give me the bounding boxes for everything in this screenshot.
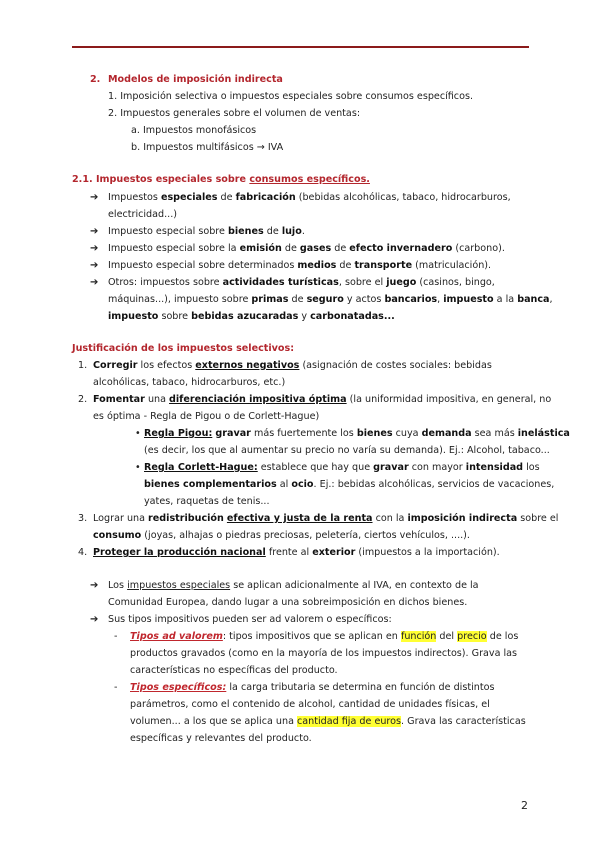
arrow-icon: ➔ (90, 192, 99, 203)
list-item: Fomentar una diferenciación impositiva óptima (la uniformidad impositiva, en general, no (93, 394, 552, 405)
arrow-icon: ➔ (90, 260, 99, 271)
bullet-text: máquinas...), impuesto sobre primas de seguro y actos bancarios, impuesto a la banca, (108, 294, 553, 305)
arrow-icon: ➔ (90, 277, 99, 288)
bullet-text: electricidad...) (108, 209, 178, 220)
sub-item: características no específicas del producto. (130, 665, 338, 676)
sub-item: específicas y relevantes del producto. (130, 733, 312, 744)
dash-bullet: - (114, 631, 118, 642)
bullet-text: Impuestos especiales de fabricación (bebidas alcohólicas, tabaco, hidrocarburos, (108, 192, 511, 203)
arrow-icon: ➔ (90, 226, 99, 237)
sub-item: Tipos específicos: la carga tributaria se determina en función de distintos (130, 682, 495, 693)
bullet-text: Los impuestos especiales se aplican adicionalmente al IVA, en contexto de la (108, 580, 479, 591)
justification-title: Justificación de los impuestos selectivos: (72, 343, 295, 354)
header-rule (72, 46, 529, 48)
bullet-text: Sus tipos impositivos pueden ser ad valorem o específicos: (108, 614, 392, 625)
arrow-icon: ➔ (90, 580, 99, 591)
list-item: alcohólicas, tabaco, hidrocarburos, etc.) (93, 377, 286, 388)
list-number: 2. (78, 394, 88, 405)
list-item: Proteger la producción nacional frente al exterior (impuestos a la importación). (93, 547, 500, 558)
list-item: es óptima - Regla de Pigou o de Corlett-Hague) (93, 411, 320, 422)
arrow-icon: ➔ (90, 614, 99, 625)
list-item: consumo (joyas, alhajas o piedras preciosas, peletería, ciertos vehículos, ....). (93, 530, 470, 541)
list-item: b. Impuestos multifásicos → IVA (131, 142, 284, 153)
sub-item: (es decir, los que al aumentar su precio no varía su demanda). Ej.: Alcohol, tabaco... (144, 445, 550, 456)
sub-item: yates, raquetas de tenis... (144, 496, 270, 507)
page-number: 2 (521, 799, 528, 812)
section-21-title: 2.1. Impuestos especiales sobre consumos específicos. (72, 174, 370, 185)
list-item: 2. Impuestos generales sobre el volumen de ventas: (108, 108, 361, 119)
bullet-text: Impuesto especial sobre bienes de lujo. (108, 226, 305, 237)
section-2-title: Modelos de imposición indirecta (108, 74, 283, 85)
list-number: 3. (78, 513, 88, 524)
bullet-text: Impuesto especial sobre la emisión de gases de efecto invernadero (carbono). (108, 243, 505, 254)
sub-bullet: • (135, 462, 141, 473)
sub-item: Regla Corlett-Hague: establece que hay que gravar con mayor intensidad los (144, 462, 540, 473)
list-item: 1. Imposición selectiva o impuestos especiales sobre consumos específicos. (108, 91, 474, 102)
sub-item: volumen... a los que se aplica una cantidad fija de euros. Grava las características (130, 716, 526, 727)
arrow-icon: ➔ (90, 243, 99, 254)
list-item: a. Impuestos monofásicos (131, 125, 257, 136)
section-2-number: 2. (90, 74, 101, 85)
list-number: 4. (78, 547, 88, 558)
sub-item: productos gravados (como en la mayoría de los impuestos indirectos). Grava las (130, 648, 518, 659)
bullet-text: Comunidad Europea, dando lugar a una sobreimposición en dichos bienes. (108, 597, 468, 608)
list-item: Lograr una redistribución efectiva y justa de la renta con la imposición indirecta sobre el (93, 513, 559, 524)
bullet-text: Impuesto especial sobre determinados medios de transporte (matriculación). (108, 260, 492, 271)
list-item: Corregir los efectos externos negativos (asignación de costes sociales: bebidas (93, 360, 492, 371)
list-number: 1. (78, 360, 88, 371)
bullet-text: impuesto sobre bebidas azucaradas y carbonatadas... (108, 311, 395, 322)
bullet-text: Otros: impuestos sobre actividades turísticas, sobre el juego (casinos, bingo, (108, 277, 495, 288)
sub-item: bienes complementarios al ocio. Ej.: bebidas alcohólicas, servicios de vacaciones, (144, 479, 555, 490)
sub-item: parámetros, como el contenido de alcohol, cantidad de unidades físicas, el (130, 699, 490, 710)
sub-item: Tipos ad valorem: tipos impositivos que se aplican en función del precio de los (130, 631, 519, 642)
sub-bullet: • (135, 428, 141, 439)
dash-bullet: - (114, 682, 118, 693)
sub-item: Regla Pigou: gravar más fuertemente los bienes cuya demanda sea más inelástica (144, 428, 570, 439)
